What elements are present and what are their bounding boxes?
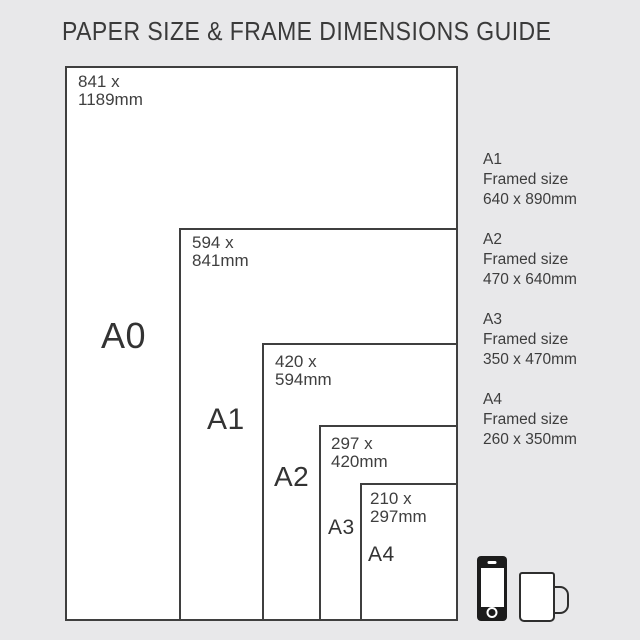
paper-label-a3: A3 [328,516,355,539]
framed-size-dimensions: 350 x 470mm [483,351,577,368]
framed-size-a3 [483,310,577,370]
dims-line: 420 x [275,352,317,371]
mug-icon [519,572,572,622]
framed-size-a4 [483,390,577,450]
framed-sizes-list [483,150,577,470]
framed-size-dimensions: 470 x 640mm [483,271,577,288]
paper-label-a1: A1 [207,403,245,436]
dims-line: 841mm [192,251,249,270]
framed-size-name: A1 [483,151,502,168]
framed-size-label: Framed size [483,251,569,268]
paper-label-a0: A0 [101,315,147,356]
paper-dims-a0 [78,73,143,109]
phone-screen [481,568,504,607]
dims-line: 1189mm [78,90,143,109]
phone-home-button [487,607,498,618]
dims-line: 594mm [275,370,332,389]
framed-size-name: A2 [483,231,502,248]
dims-line: 297mm [370,507,427,526]
paper-label-a2: A2 [274,461,310,492]
framed-size-a2 [483,230,577,290]
paper-dims-a2 [275,353,332,389]
dims-line: 841 x [78,72,120,91]
framed-size-label: Framed size [483,331,569,348]
paper-dims-a4 [370,490,427,526]
framed-size-name: A3 [483,311,502,328]
framed-size-label: Framed size [483,411,569,428]
dims-line: 420mm [331,452,388,471]
framed-size-a1 [483,150,577,210]
framed-size-name: A4 [483,391,502,408]
paper-dims-a3 [331,435,388,471]
paper-label-a4: A4 [368,543,395,566]
framed-size-label: Framed size [483,171,569,188]
framed-size-dimensions: 260 x 350mm [483,431,577,448]
phone-speaker [488,561,497,564]
mug-body [519,572,555,622]
framed-size-dimensions: 640 x 890mm [483,191,577,208]
dims-line: 210 x [370,489,412,508]
paper-dims-a1 [192,234,249,270]
smartphone-icon [477,556,507,621]
dims-line: 594 x [192,233,234,252]
dims-line: 297 x [331,434,373,453]
page-title: PAPER SIZE & FRAME DIMENSIONS GUIDE [62,16,552,46]
